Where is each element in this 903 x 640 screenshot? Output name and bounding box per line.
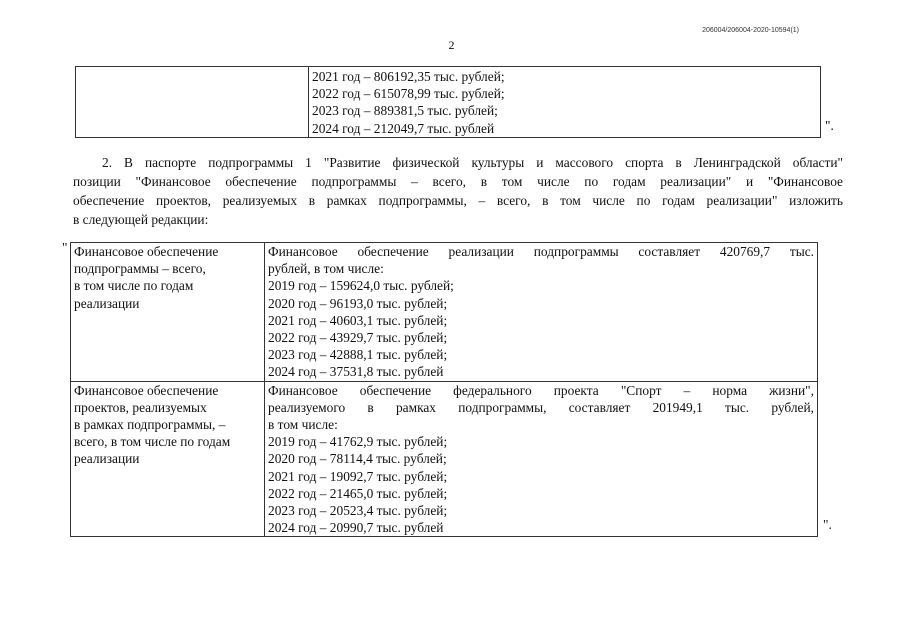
- year-line: 2023 год – 20523,4 тыс. рублей;: [268, 503, 448, 519]
- empty-label-cell: [76, 67, 309, 138]
- label-line: в рамках подпрограммы, –: [74, 417, 226, 433]
- value-cell: [265, 381, 818, 537]
- year-line: 2022 год – 43929,7 тыс. рублей;: [268, 330, 448, 346]
- paragraph-line: 2. В паспорте подпрограммы 1 "Развитие физической культуры и массового спорта в Ленинградской области": [102, 155, 843, 170]
- label-line: Финансовое обеспечение: [74, 244, 219, 259]
- year-line: 2019 год – 41762,9 тыс. рублей;: [268, 434, 448, 450]
- paragraph-line: в следующей редакции:: [73, 212, 209, 227]
- year-line: 2020 год – 78114,4 тыс. рублей;: [268, 451, 447, 467]
- page-number: 2: [448, 38, 455, 52]
- year-line: 2024 год – 212049,7 тыс. рублей: [312, 120, 495, 136]
- label-cell: [71, 243, 265, 382]
- paragraph-line: обеспечение проектов, реализуемых в рамках подпрограммы, – всего, в том числе по годам реализации" изложить: [73, 193, 843, 208]
- year-line: 2023 год – 42888,1 тыс. рублей;: [268, 347, 448, 363]
- value-cell: [309, 67, 821, 138]
- label-line: в том числе по годам: [74, 278, 194, 294]
- year-line: 2020 год – 96193,0 тыс. рублей;: [268, 295, 448, 311]
- value-cell: [265, 243, 818, 382]
- label-cell: [71, 381, 265, 537]
- amendment-paragraph: [73, 153, 843, 229]
- year-line: 2022 год – 21465,0 тыс. рублей;: [268, 485, 448, 501]
- year-line: 2021 год – 40603,1 тыс. рублей;: [268, 312, 448, 328]
- label-line: Финансовое обеспечение: [74, 382, 219, 398]
- value-line: в том числе:: [268, 417, 338, 433]
- label-line: подпрограммы – всего,: [74, 261, 206, 277]
- closing-quote: ".: [823, 517, 832, 532]
- label-line: реализации: [74, 451, 140, 467]
- document-id: 206004/206004-2020-10594(1): [702, 27, 799, 34]
- year-line: 2024 год – 20990,7 тыс. рублей: [268, 520, 444, 536]
- value-line: Финансовое обеспечение реализации подпрограммы составляет 420769,7 тыс.: [268, 244, 814, 259]
- label-line: реализации: [74, 295, 140, 311]
- year-line: 2024 год – 37531,8 тыс. рублей: [268, 364, 444, 380]
- value-line: Финансовое обеспечение федерального проекта "Спорт – норма жизни",: [268, 382, 814, 398]
- funding-table: [70, 242, 818, 537]
- year-line: 2022 год – 615078,99 тыс. рублей;: [312, 86, 505, 102]
- label-line: всего, в том числе по годам: [74, 434, 231, 450]
- table-row: [71, 381, 818, 537]
- year-line: 2019 год – 159624,0 тыс. рублей;: [268, 278, 454, 294]
- closing-quote: ".: [825, 118, 834, 133]
- table-row: [76, 67, 821, 138]
- paragraph-line: позиции "Финансовое обеспечение подпрограммы – всего, в том числе по годам реализации" и "Финансовое: [73, 174, 843, 189]
- year-line: 2023 год – 889381,5 тыс. рублей;: [312, 103, 498, 119]
- year-line: 2021 год – 806192,35 тыс. рублей;: [312, 69, 505, 84]
- funding-table-continuation: [75, 66, 821, 138]
- value-line: реализуемого в рамках подпрограммы, составляет 201949,1 тыс. рублей,: [268, 399, 814, 415]
- table-row: [71, 243, 818, 382]
- year-line: 2021 год – 19092,7 тыс. рублей;: [268, 468, 448, 484]
- label-line: проектов, реализуемых: [74, 399, 207, 415]
- opening-quote: ": [62, 240, 68, 255]
- value-line: рублей, в том числе:: [268, 261, 384, 277]
